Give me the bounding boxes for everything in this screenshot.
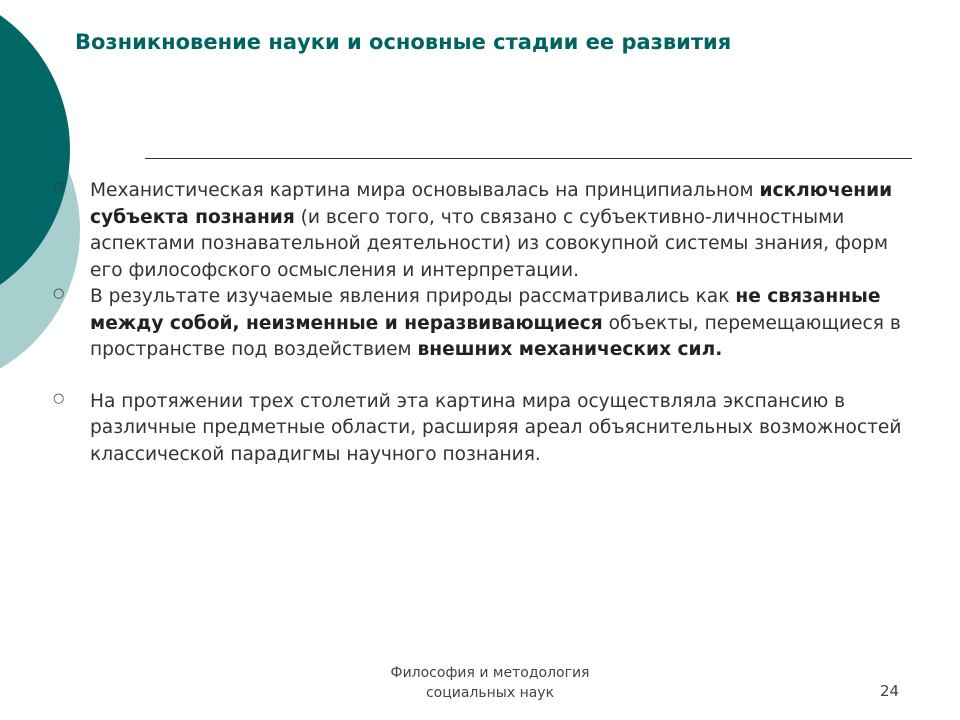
slide-title: Возникновение науки и основные стадии ее развития — [75, 30, 732, 54]
bullet-list — [50, 178, 920, 468]
footer-line-1: Философия и методология — [390, 665, 590, 681]
page-number: 24 — [880, 682, 900, 700]
bullet-circle-icon: ○ — [53, 390, 65, 406]
bullet-item-2 — [50, 284, 920, 364]
bullet-2-bold-1: не связанные между собой, неизменные и неразвивающиеся — [90, 286, 881, 334]
bullet-2-text-1: В результате изучаемые явления природы рассматривались как — [90, 286, 736, 307]
bullet-2-bold-2: внешних механических сил. — [417, 339, 723, 360]
bullet-1-bold-1: исключении субъекта познания — [90, 180, 893, 228]
bullet-item-3 — [50, 389, 920, 469]
bullet-2-text-2: объекты, перемещающиеся в пространстве под воздействием — [90, 312, 901, 360]
footer-caption — [340, 663, 640, 703]
bullet-3-text-1: На протяжении трех столетий эта картина мира осуществляла экспансию в различные предметные области, расширяя ареал объяснительных возможностей классической парадигмы научного познания. — [90, 390, 902, 465]
bullet-item-1 — [50, 178, 920, 284]
bullet-circle-icon: ○ — [53, 286, 65, 301]
footer-line-2: социальных наук — [425, 685, 555, 701]
bullet-spacer — [50, 364, 920, 389]
bullet-1-text-1: Механистическая картина мира основывалась на принципиальном — [90, 180, 760, 201]
bullet-1-text-2: (и всего того, что связано с субъективно-личностными аспектами познавательной деятельности) из совокупной системы знания, форм его философского осмысления и интерпретации. — [90, 206, 889, 281]
title-divider — [145, 158, 912, 159]
bullet-circle-icon: ○ — [53, 180, 65, 195]
